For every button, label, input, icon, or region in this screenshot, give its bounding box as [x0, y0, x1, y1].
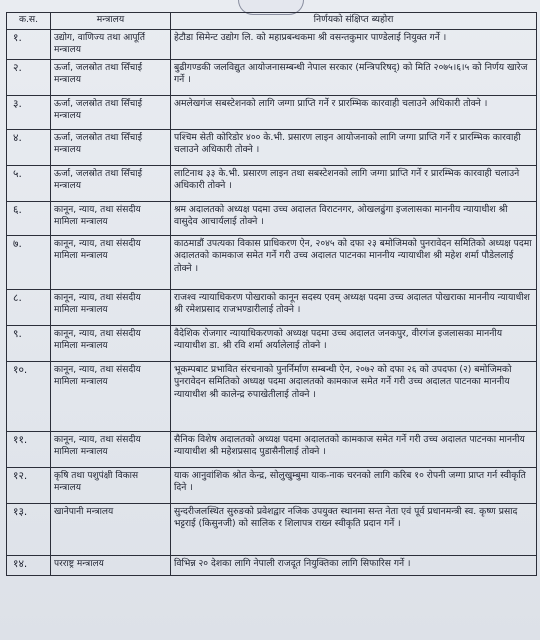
table-row	[7, 60, 537, 96]
row-decision: वैदेशिक रोजगार न्यायाधिकरणको अध्यक्ष पदमा उच्च अदालत जनकपुर, वीरगंज इजलासका माननीय न्यायाधीश डा. श्री रवि शर्मा अर्यालेलाई तोक्ने ।	[171, 326, 537, 362]
table-row	[7, 362, 537, 432]
row-ministry: परराष्ट्र मन्त्रालय	[51, 556, 171, 576]
cabinet-decisions-table	[6, 12, 537, 576]
row-serial: १.	[7, 30, 51, 60]
row-ministry: ऊर्जा, जलस्रोत तथा सिँचाई मन्त्रालय	[51, 166, 171, 202]
row-serial: ११.	[7, 432, 51, 468]
row-serial: २.	[7, 60, 51, 96]
table-header-row	[7, 13, 537, 30]
row-decision: सैनिक विशेष अदालतको अध्यक्ष पदमा अदालतको कामकाज समेत गर्ने गरी उच्च अदालत पाटनका माननीय न्यायाधीश श्री महेशप्रसाद पुडासैनीलाई तोक्ने ।	[171, 432, 537, 468]
row-decision: पश्चिम सेती कोरिडोर ४०० के.भी. प्रसारण लाइन आयोजनाको लागि जग्गा प्राप्ति गर्ने र प्रारम्भिक कारवाही चलाउने अधिकारी तोक्ने ।	[171, 130, 537, 166]
table-row	[7, 236, 537, 290]
row-ministry: उद्योग, वाणिज्य तथा आपूर्ति मन्त्रालय	[51, 30, 171, 60]
header-decision: निर्णयको संक्षिप्त ब्यहोरा	[171, 13, 537, 30]
row-decision: लाटिनाथ ३३ के.भी. प्रसारण लाइन तथा सबस्टेशनको लागि जग्गा प्राप्ति गर्ने र प्रारम्भिक कारवाही चलाउने अधिकारी तोक्ने ।	[171, 166, 537, 202]
row-ministry: कृषि तथा पशुपंक्षी विकास मन्त्रालय	[51, 468, 171, 504]
row-decision: राजश्व न्यायाधिकरण पोखराको कानून सदस्य एवम् अध्यक्ष पदमा उच्च अदालत पोखराका माननीय न्यायाधीश श्री रमेशप्रसाद राजभण्डारीलाई तोक्ने ।	[171, 290, 537, 326]
table-row	[7, 96, 537, 130]
header-ministry: मन्त्रालय	[51, 13, 171, 30]
row-serial: ५.	[7, 166, 51, 202]
row-serial: १२.	[7, 468, 51, 504]
table-row	[7, 468, 537, 504]
table-row	[7, 202, 537, 236]
row-decision: सुन्दरीजलस्थित सुरुङको प्रवेशद्वार नजिक उपयुक्त स्थानमा सन्त नेता एवं पूर्व प्रधानमन्त्री स्व. कृष्ण प्रसाद भट्टराई (किसुनजी) को सालिक र शिलापत्र राख्न स्वीकृति प्रदान गर्ने ।	[171, 504, 537, 556]
table-row	[7, 130, 537, 166]
header-serial: क.स.	[7, 13, 51, 30]
row-serial: १०.	[7, 362, 51, 432]
row-serial: ९.	[7, 326, 51, 362]
table-row	[7, 432, 537, 468]
row-serial: ४.	[7, 130, 51, 166]
table-row	[7, 504, 537, 556]
row-ministry: कानून, न्याय, तथा संसदीय मामिला मन्त्रालय	[51, 326, 171, 362]
row-ministry: ऊर्जा, जलस्रोत तथा सिँचाई मन्त्रालय	[51, 130, 171, 166]
row-ministry: कानून, न्याय, तथा संसदीय मामिला मन्त्रालय	[51, 236, 171, 290]
row-decision: अमलेखगंज सबस्टेशनको लागि जग्गा प्राप्ति गर्ने र प्रारम्भिक कारवाही चलाउने अधिकारी तोक्ने ।	[171, 96, 537, 130]
table-row	[7, 166, 537, 202]
table-row	[7, 30, 537, 60]
row-ministry: ऊर्जा, जलस्रोत तथा सिँचाई मन्त्रालय	[51, 96, 171, 130]
row-serial: ६.	[7, 202, 51, 236]
row-serial: ८.	[7, 290, 51, 326]
row-ministry: कानून, न्याय, तथा संसदीय मामिला मन्त्रालय	[51, 202, 171, 236]
row-ministry: कानून, न्याय, तथा संसदीय मामिला मन्त्रालय	[51, 290, 171, 326]
table-row	[7, 556, 537, 576]
row-decision: हेटौडा सिमेन्ट उद्योग लि. को महाप्रबन्धकमा श्री वसन्तकुमार पाण्डेलाई नियुक्त गर्ने ।	[171, 30, 537, 60]
row-decision: विभिन्न २० देशका लागि नेपाली राजदूत नियुक्तिका लागि सिफारिस गर्ने ।	[171, 556, 537, 576]
row-decision: श्रम अदालतको अध्यक्ष पदमा उच्च अदालत विराटनगर, ओखलढुंगा इजलासका माननीय न्यायाधीश श्री वासुदेव आचार्यलाई तोक्ने ।	[171, 202, 537, 236]
row-ministry: कानून, न्याय, तथा संसदीय मामिला मन्त्रालय	[51, 432, 171, 468]
row-decision: बुढीगण्डकी जलविद्युत आयोजनासम्बन्धी नेपाल सरकार (मन्त्रिपरिषद्) को मिति २०७५।६।५ को निर्णय खारेज गर्ने ।	[171, 60, 537, 96]
row-serial: ३.	[7, 96, 51, 130]
row-ministry: ऊर्जा, जलस्रोत तथा सिँचाई मन्त्रालय	[51, 60, 171, 96]
row-decision: काठमाडौं उपत्यका विकास प्राधिकरण ऐन, २०४५ को दफा २३ बमोजिमको पुनरावेदन समितिको अध्यक्ष पदमा अदालतको कामकाज समेत गर्ने गरी उच्च अदालत पाटनका माननीय न्यायाधीश श्री महेश शर्मा पौडेललाई तोक्ने ।	[171, 236, 537, 290]
row-decision: भूकम्पबाट प्रभावित संरचनाको पुनर्निर्माण सम्बन्धी ऐन, २०७२ को दफा २६ को उपदफा (२) बमोजिमको पुनरावेदन समितिको अध्यक्ष पदमा अदालतको कामकाज समेत गर्ने गरी उच्च अदालत पाटनका माननीय न्यायाधीश श्री कालेन्द्र रुपाखेतीलाई तोक्ने ।	[171, 362, 537, 432]
row-decision: याक आनुवांशिक श्रोत केन्द्र, सोलुखुम्बुमा याक-नाक चरनको लागि करिब १० रोपनी जग्गा प्राप्त गर्न स्वीकृति दिने ।	[171, 468, 537, 504]
table-row	[7, 326, 537, 362]
row-serial: ७.	[7, 236, 51, 290]
row-serial: १३.	[7, 504, 51, 556]
row-ministry: कानून, न्याय, तथा संसदीय मामिला मन्त्रालय	[51, 362, 171, 432]
row-ministry: खानेपानी मन्त्रालय	[51, 504, 171, 556]
table-row	[7, 290, 537, 326]
row-serial: १४.	[7, 556, 51, 576]
